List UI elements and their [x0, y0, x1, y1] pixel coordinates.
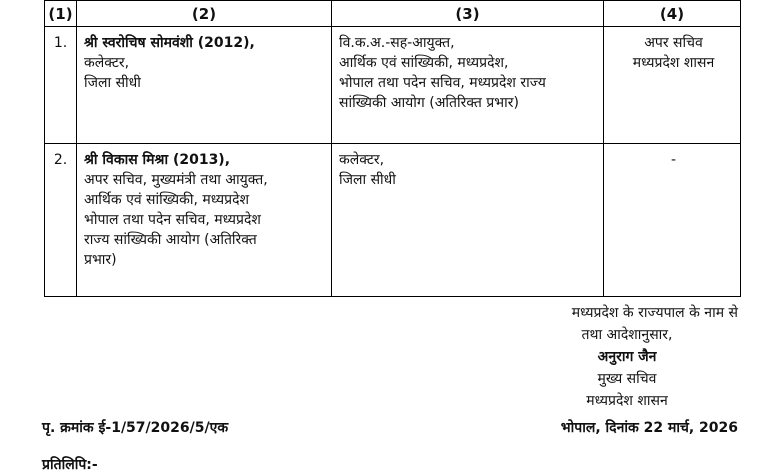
- new-post-line: कलेक्टर,: [339, 152, 385, 168]
- remark-cell: [604, 27, 741, 144]
- copy-label: प्रतिलिपि:-: [42, 457, 98, 473]
- remark-line: अपर सचिव: [644, 35, 703, 51]
- col-header-3: (3): [332, 1, 604, 27]
- col-header-4: (4): [604, 1, 741, 27]
- col-header-1: (1): [45, 1, 77, 27]
- current-post-line: कलेक्टर,: [84, 55, 130, 71]
- reference-number: पृ. क्रमांक ई-1/57/2026/5/एक: [42, 420, 229, 436]
- current-post-line: आर्थिक एवं सांख्यिकी, मध्यप्रदेश: [84, 192, 250, 208]
- posting-table: [44, 0, 741, 297]
- officer-name: श्री स्वरोचिष सोमवंशी (2012),: [84, 35, 255, 51]
- current-post-line: भोपाल तथा पदेन सचिव, मध्यप्रदेश: [84, 212, 261, 228]
- current-post-line: अपर सचिव, मुख्यमंत्री तथा आयुक्त,: [84, 172, 268, 188]
- table-row: [45, 27, 741, 144]
- col-header-2: (2): [77, 1, 332, 27]
- place-date: भोपाल, दिनांक 22 मार्च, 2026: [560, 420, 738, 436]
- new-post-cell: [332, 27, 604, 144]
- signatory-designation: मुख्य सचिव: [597, 371, 657, 387]
- authority-line: मध्यप्रदेश के राज्यपाल के नाम से: [571, 305, 738, 321]
- new-post-line: वि.क.अ.-सह-आयुक्त,: [339, 35, 455, 51]
- serial-number: 2.: [45, 144, 77, 297]
- new-post-line: सांख्यिकी आयोग (अतिरिक्त प्रभार): [339, 95, 519, 111]
- remark-line: मध्यप्रदेश शासन: [632, 55, 715, 71]
- current-post-line: जिला सीधी: [84, 75, 141, 91]
- signatory-office: मध्यप्रदेश शासन: [586, 393, 668, 409]
- new-post-cell: [332, 144, 604, 297]
- new-post-line: भोपाल तथा पदेन सचिव, मध्यप्रदेश राज्य: [339, 75, 546, 91]
- current-post-line: राज्य सांख्यिकी आयोग (अतिरिक्त: [84, 232, 257, 248]
- table-header-row: [45, 1, 741, 27]
- signature-block: [478, 302, 738, 412]
- new-post-line: जिला सीधी: [339, 172, 396, 188]
- remark-line: -: [670, 152, 677, 168]
- authority-line: तथा आदेशानुसार,: [581, 327, 673, 343]
- current-post-line: प्रभार): [84, 252, 117, 268]
- signatory-name: अनुराग जैन: [597, 349, 657, 365]
- officer-cell: [77, 144, 332, 297]
- officer-name: श्री विकास मिश्रा (2013),: [84, 152, 231, 168]
- remark-cell: [604, 144, 741, 297]
- officer-cell: [77, 27, 332, 144]
- new-post-line: आर्थिक एवं सांख्यिकी, मध्यप्रदेश,: [339, 55, 509, 71]
- serial-number: 1.: [45, 27, 77, 144]
- table-row: [45, 144, 741, 297]
